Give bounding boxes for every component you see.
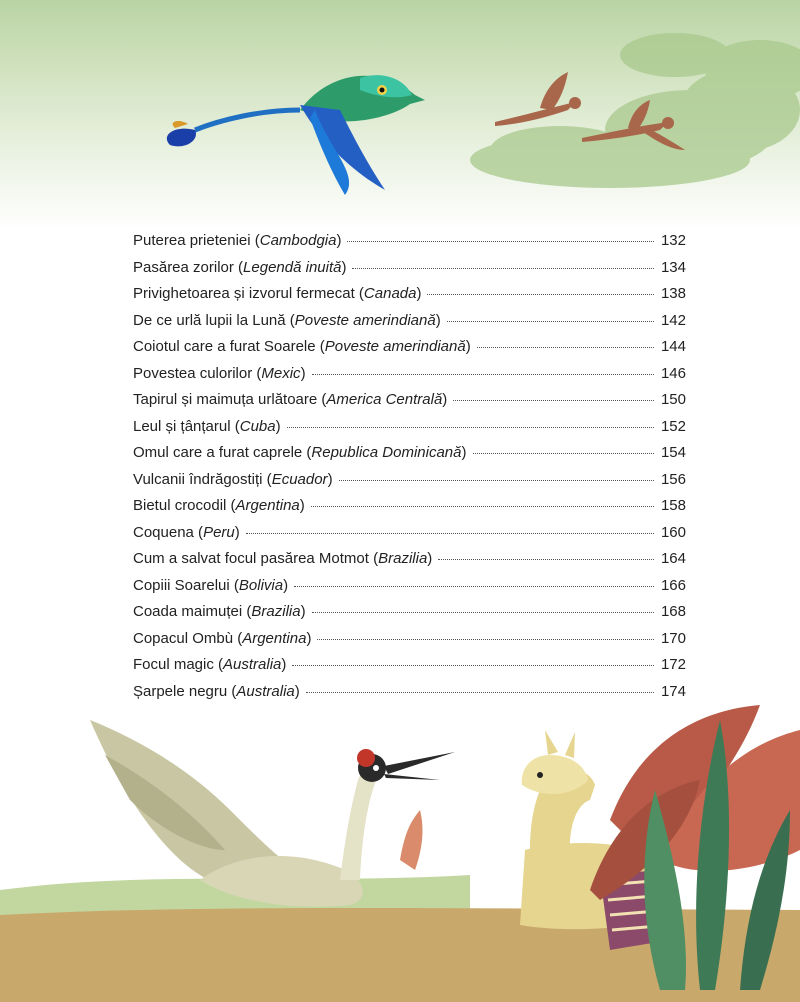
toc-entry[interactable]	[133, 418, 686, 445]
toc-entry[interactable]	[133, 365, 686, 392]
dot-leader	[312, 611, 654, 613]
toc-entry-title: Bietul crocodil (Argentina)	[133, 497, 305, 514]
toc-page-number: 132	[660, 232, 686, 249]
toc-page-number: 142	[660, 311, 686, 329]
toc-page-number: 170	[660, 629, 686, 647]
dot-leader	[292, 664, 654, 666]
toc-entry-title: Puterea prieteniei (Cambodgia)	[133, 232, 342, 249]
toc-entry[interactable]	[133, 550, 686, 577]
toc-entry-title: Omul care a furat caprele (Republica Dominicană)	[133, 444, 467, 461]
dot-leader	[477, 346, 654, 348]
dot-leader	[246, 532, 654, 534]
dot-leader	[311, 505, 654, 507]
dot-leader	[312, 373, 654, 375]
toc-entry-title: Coiotul care a furat Soarele (Poveste amerindiană)	[133, 338, 471, 355]
toc-entry[interactable]	[133, 444, 686, 471]
bird-icon	[495, 72, 581, 126]
toc-page-number: 158	[660, 497, 686, 514]
toc-entry-title: Focul magic (Australia)	[133, 656, 287, 673]
dot-leader	[339, 479, 654, 481]
toc-page-number: 134	[660, 258, 686, 276]
toc-entry-title: Tapirul și maimuța urlătoare (America Centrală)	[133, 391, 448, 408]
toc-entry[interactable]	[133, 630, 686, 657]
dot-leader	[438, 558, 654, 560]
toc-entry-title: Copiii Soarelui (Bolivia)	[133, 576, 289, 594]
toc-entry-title: Copacul Ombù (Argentina)	[133, 629, 312, 647]
toc-entry[interactable]	[133, 656, 686, 683]
bottom-illustration	[0, 700, 800, 1002]
dot-leader	[294, 585, 654, 587]
toc-page-number: 164	[660, 550, 686, 567]
toc-page-number: 156	[660, 470, 686, 488]
toc-page-number: 152	[660, 417, 686, 435]
toc-entry[interactable]	[133, 312, 686, 339]
dot-leader	[287, 426, 654, 428]
toc-entry-title: De ce urlă lupii la Lună (Poveste amerindiană)	[133, 311, 441, 329]
toc-page-number: 168	[660, 603, 686, 620]
dot-leader	[317, 638, 654, 640]
table-of-contents	[133, 232, 686, 709]
cloud-icon	[470, 33, 800, 188]
top-illustration	[0, 0, 800, 230]
toc-entry-title: Coada maimuței (Brazilia)	[133, 603, 306, 620]
toc-entry[interactable]	[133, 577, 686, 604]
toc-entry-title: Pasărea zorilor (Legendă inuită)	[133, 258, 347, 276]
dot-leader	[447, 320, 654, 322]
toc-page-number: 154	[660, 444, 686, 461]
toc-entry-title: Coquena (Peru)	[133, 523, 240, 541]
toc-entry[interactable]	[133, 259, 686, 286]
dot-leader	[306, 691, 654, 693]
dot-leader	[352, 267, 654, 269]
toc-entry[interactable]	[133, 471, 686, 498]
dot-leader	[347, 240, 654, 242]
toc-page-number: 150	[660, 391, 686, 408]
toc-entry[interactable]	[133, 603, 686, 630]
toc-page-number: 138	[660, 285, 686, 302]
toc-entry[interactable]	[133, 285, 686, 312]
toc-entry[interactable]	[133, 232, 686, 259]
toc-entry-title: Cum a salvat focul pasărea Motmot (Brazilia)	[133, 550, 433, 567]
toc-page-number: 166	[660, 576, 686, 594]
dot-leader	[453, 399, 654, 401]
toc-page-number: 146	[660, 364, 686, 382]
bird-icon	[167, 75, 425, 195]
dot-leader	[427, 293, 654, 295]
toc-page-number: 144	[660, 338, 686, 355]
toc-page-number: 172	[660, 656, 686, 673]
toc-entry-title: Povestea culorilor (Mexic)	[133, 364, 306, 382]
toc-entry[interactable]	[133, 338, 686, 365]
toc-entry[interactable]	[133, 524, 686, 551]
toc-page-number: 160	[660, 523, 686, 541]
toc-entry-title: Leul și țânțarul (Cuba)	[133, 417, 281, 435]
toc-entry[interactable]	[133, 391, 686, 418]
toc-entry-title: Vulcanii îndrăgostiți (Ecuador)	[133, 470, 333, 488]
toc-entry-title: Privighetoarea și izvorul fermecat (Canada)	[133, 285, 422, 302]
dot-leader	[473, 452, 655, 454]
toc-page-number: 174	[660, 682, 686, 700]
toc-entry[interactable]	[133, 497, 686, 524]
toc-entry-title: Șarpele negru (Australia)	[133, 682, 300, 700]
